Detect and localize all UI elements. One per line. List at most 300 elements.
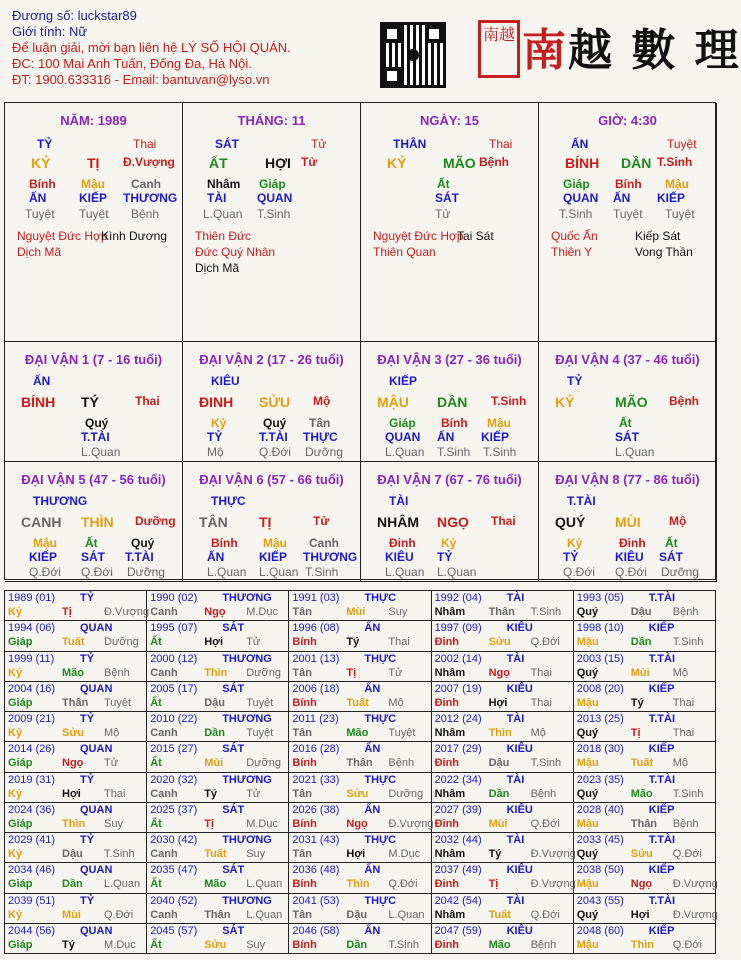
year-cell[interactable] (289, 833, 431, 863)
year-branch: Tị (346, 666, 357, 679)
year-age: 2002 (14) (434, 652, 482, 665)
year-god: SÁT (222, 803, 245, 816)
year-stem: Nhâm (434, 848, 466, 860)
year-god: TỶ (80, 894, 95, 907)
dv-god: KIÊU (211, 374, 240, 388)
year-stem: Kỷ (8, 848, 23, 860)
year-cell[interactable] (573, 651, 715, 681)
year-branch: Mùi (630, 666, 650, 679)
year-age: 2025 (37) (150, 803, 198, 816)
phase-2: Tuyệt (79, 207, 109, 221)
year-cell[interactable] (289, 802, 434, 832)
dv-phase: Mộ (313, 394, 331, 408)
year-god: QUAN (80, 682, 113, 695)
dv-stem: CANH (21, 514, 62, 530)
gender-label: Giới tính: (12, 24, 66, 39)
year-phase: Q.Đới (530, 817, 560, 830)
branch-phase: Tử (301, 155, 318, 169)
dv-hidden-2: Kỷ (441, 536, 457, 550)
dv-hidden-3: Canh (309, 536, 339, 550)
year-age: 2015 (27) (150, 743, 198, 756)
god-3: KIẾP (657, 191, 686, 205)
dv-hidden-2: Bính (441, 416, 468, 430)
dv-god-2: SÁT (615, 430, 639, 444)
year-god: THỰC (364, 592, 397, 604)
year-stem: Đinh (434, 817, 460, 830)
year-phase: Tử (388, 666, 403, 679)
contact-invite: Để luận giải, mời bạn liên hệ LÝ SỐ HỘI QUÁN. (12, 40, 291, 55)
year-god: T.TÀI (648, 894, 676, 907)
year-branch: Thìn (630, 938, 654, 951)
year-cell[interactable] (147, 681, 289, 711)
god-2: SÁT (435, 191, 459, 205)
year-cell[interactable] (573, 893, 718, 923)
year-cell[interactable] (289, 681, 431, 711)
year-cell[interactable] (147, 712, 289, 742)
heavenly-stem: KỶ (387, 155, 407, 171)
dai-van-title: ĐẠI VẬN 4 (37 - 46 tuổi) (555, 352, 700, 367)
year-stem: Mậu (576, 878, 599, 891)
year-god: TỶ (80, 773, 95, 786)
dai-van-4 (539, 342, 717, 462)
dv-god-2: T.TÀI (81, 430, 110, 444)
year-age: 2013 (25) (576, 713, 624, 725)
year-stem: Tân (292, 606, 312, 618)
year-stem: Kỷ (8, 606, 23, 618)
dai-van-title: ĐẠI VẬN 5 (47 - 56 tuổi) (21, 472, 166, 487)
year-cell[interactable] (289, 863, 431, 893)
year-age: 2022 (34) (434, 773, 482, 786)
year-cell[interactable] (147, 893, 289, 923)
dai-van-1 (5, 342, 183, 462)
year-cell[interactable] (573, 863, 718, 893)
god-3: THƯƠNG (123, 191, 178, 205)
year-cell[interactable] (289, 893, 431, 923)
gender-line (12, 24, 291, 40)
year-phase: Tử (104, 757, 119, 770)
year-phase: Đ.Vượng (388, 817, 434, 830)
year-stem: Quý (576, 848, 599, 860)
god-1: TÀI (207, 191, 227, 205)
owner-name: Đương số: luckstar89 (12, 8, 137, 23)
year-cell[interactable] (431, 772, 573, 802)
star-1b: Kình Dương (101, 229, 167, 243)
year-age: 2003 (15) (576, 652, 624, 665)
year-phase: Suy (246, 938, 266, 951)
year-phase: Thai (388, 636, 410, 649)
year-stem: Canh (150, 787, 178, 800)
year-branch: Tị (488, 878, 499, 891)
year-stem: Kỷ (8, 908, 23, 921)
year-stem: Bính (292, 757, 317, 770)
year-age: 2042 (54) (434, 894, 482, 907)
star-2: Thiên Quan (373, 245, 436, 259)
year-stem: Ất (150, 757, 162, 770)
branch-phase: T.Sinh (657, 155, 693, 169)
year-phase: T.Sinh (530, 606, 562, 618)
table-row (5, 621, 716, 651)
dv-god-2: TỶ (437, 550, 453, 564)
year-cell[interactable] (5, 802, 147, 832)
year-cell[interactable] (147, 742, 289, 772)
year-stem: Nhâm (434, 908, 466, 921)
year-god: TỶ (80, 834, 95, 846)
dai-van-7 (361, 462, 539, 582)
year-phase: Q.Đới (530, 908, 560, 921)
year-branch: Hợi (488, 696, 508, 709)
year-god: ẤN (364, 924, 381, 937)
header (0, 0, 741, 100)
phase-3: Tuyệt (665, 207, 695, 221)
year-branch: Mùi (62, 908, 81, 921)
year-god: KIÊU (506, 924, 533, 937)
year-age: 2041 (53) (292, 894, 340, 907)
hidden-stem-3: Mậu (665, 177, 689, 191)
year-branch: Dần (346, 938, 368, 951)
year-branch: Hợi (204, 636, 224, 649)
year-god: THƯƠNG (222, 713, 272, 725)
dai-van-5 (5, 462, 183, 582)
year-phase: Suy (104, 817, 123, 830)
year-phase: Q.Đới (388, 878, 418, 891)
year-branch: Ngọ (488, 666, 510, 679)
year-god: THỰC (364, 773, 397, 786)
year-god: T.TÀI (648, 652, 676, 665)
year-branch: Hợi (346, 848, 366, 860)
year-phase: Tuyệt (104, 696, 132, 709)
star-1: Nguyệt Đức Hợp (17, 229, 108, 243)
year-god: T.TÀI (648, 592, 676, 604)
dv-hidden-1: Bính (211, 536, 238, 550)
dv-branch: MÃO (615, 394, 648, 410)
table-row (5, 802, 716, 832)
year-god: SÁT (222, 682, 245, 695)
year-cell[interactable] (5, 742, 147, 772)
year-cell[interactable] (147, 591, 289, 621)
year-stem: Ất (150, 636, 162, 649)
year-cell[interactable] (289, 712, 431, 742)
year-age: 2007 (19) (434, 682, 482, 695)
year-stem: Kỷ (8, 666, 23, 679)
year-cell[interactable] (431, 712, 573, 742)
year-phase: Thai (104, 787, 126, 800)
dv-god: TÀI (389, 494, 409, 508)
year-god: KIẾP (648, 924, 675, 937)
year-god: T.TÀI (648, 773, 676, 786)
dai-van-title: ĐẠI VẬN 8 (77 - 86 tuổi) (555, 472, 700, 487)
year-stem: Bính (292, 817, 317, 830)
table-row (5, 712, 716, 742)
year-phase: Suy (246, 848, 266, 860)
year-branch: Tuất (488, 908, 511, 921)
hidden-stem-2: Mậu (81, 177, 105, 191)
earthly-branch: TỊ (87, 155, 100, 171)
year-phase: T.Sinh (672, 636, 704, 649)
hidden-stem-1: Giáp (563, 177, 590, 191)
year-cell[interactable] (5, 591, 150, 621)
year-phase: Tử (246, 636, 261, 649)
year-god: THỰC (364, 652, 397, 665)
year-cell[interactable] (573, 712, 715, 742)
year-branch: Thân (346, 757, 373, 770)
address: ĐC: 100 Mai Anh Tuấn, Đống Đa, Hà Nội. (12, 56, 252, 71)
year-cell[interactable] (431, 651, 573, 681)
dv-branch: MÙI (615, 514, 641, 530)
year-phase: Tử (246, 787, 261, 800)
pillar-1 (183, 103, 361, 342)
phase-1: T.Sinh (559, 207, 593, 221)
year-branch: Tuất (346, 696, 369, 709)
year-cell[interactable] (573, 923, 715, 953)
year-stem: Tân (292, 848, 312, 860)
stem-phase: Thai (133, 137, 157, 151)
year-phase: Đ.Vượng (104, 606, 150, 618)
qr-code-icon[interactable] (380, 22, 446, 88)
dv-phase-3: Dưỡng (127, 565, 165, 579)
year-phase: Đ.Vượng (672, 908, 718, 921)
year-stem: Quý (576, 666, 599, 679)
year-god: KIẾP (648, 743, 675, 756)
heavenly-stem: KỶ (31, 155, 51, 171)
dv-god-3: SÁT (659, 550, 683, 564)
stem-phase: Thai (489, 137, 513, 151)
year-cell[interactable] (147, 621, 289, 651)
dv-phase-3: T.Sinh (483, 445, 517, 459)
dv-god: TỶ (567, 374, 583, 388)
phase-1: Tuyệt (25, 207, 55, 221)
dv-phase-2: T.Sinh (437, 445, 471, 459)
year-cell[interactable] (431, 833, 576, 863)
year-cell[interactable] (573, 681, 715, 711)
year-stem: Mậu (576, 696, 599, 709)
year-cell[interactable] (431, 681, 573, 711)
dv-god: ẤN (33, 374, 51, 388)
year-stem: Quý (576, 606, 599, 618)
year-branch: Tị (204, 817, 214, 830)
year-phase: Bệnh (672, 817, 699, 830)
year-branch: Ngọ (630, 878, 653, 891)
year-cell[interactable] (5, 681, 147, 711)
year-age: 2044 (56) (8, 924, 56, 937)
year-phase: Đ.Vượng (672, 878, 718, 891)
year-age: 2008 (20) (576, 682, 624, 695)
year-phase: Dưỡng (388, 787, 424, 800)
dv-stem: QUÝ (555, 514, 586, 530)
year-stem: Ất (150, 817, 162, 830)
year-cell[interactable] (289, 772, 431, 802)
year-age: 2019 (31) (8, 773, 56, 786)
table-row (5, 772, 716, 802)
year-cell[interactable] (147, 651, 289, 681)
table-row (5, 591, 716, 621)
stem-god: TỶ (37, 137, 53, 151)
year-god: T.TÀI (648, 713, 676, 725)
dv-god: THƯƠNG (33, 494, 88, 508)
year-god: KIÊU (506, 682, 533, 695)
year-cell[interactable] (5, 772, 147, 802)
year-cell[interactable] (289, 742, 431, 772)
year-god: TÀI (506, 592, 525, 604)
year-god: KIÊU (506, 622, 533, 635)
year-stem: Tân (292, 727, 312, 739)
year-age: 2030 (42) (150, 834, 198, 846)
dai-van-3 (361, 342, 539, 462)
year-age: 2033 (45) (576, 834, 624, 846)
dv-god-2: ẤN (437, 430, 455, 444)
year-cell[interactable] (289, 651, 431, 681)
dv-branch: TỊ (259, 514, 272, 530)
dv-phase-1: Mộ (207, 445, 224, 459)
year-cell[interactable] (573, 591, 715, 621)
dv-hidden-1: Kỷ (567, 536, 583, 550)
year-phase: Bệnh (530, 938, 557, 951)
year-god: SÁT (222, 622, 245, 635)
branch-phase: Đ.Vượng (123, 155, 175, 169)
year-branch: Ngọ (62, 757, 84, 770)
year-age: 2005 (17) (150, 682, 198, 695)
dv-god: KIẾP (389, 374, 418, 388)
star-2: Thiên Y (551, 245, 593, 259)
year-phase: Mộ (388, 696, 404, 709)
year-branch: Tuất (62, 636, 85, 649)
year-cell[interactable] (289, 621, 431, 651)
year-phase: Q.Đới (672, 848, 702, 860)
year-branch: Mão (204, 878, 227, 891)
year-cell[interactable] (5, 833, 147, 863)
year-cell[interactable] (147, 863, 289, 893)
year-cell[interactable] (5, 863, 147, 893)
year-cell[interactable] (431, 621, 573, 651)
year-cell[interactable] (147, 833, 289, 863)
dv-stem: NHÂM (377, 514, 419, 530)
dai-van-title: ĐẠI VẬN 1 (7 - 16 tuổi) (24, 352, 163, 367)
year-age: 2027 (39) (434, 803, 482, 816)
year-cell[interactable] (573, 833, 715, 863)
year-cell[interactable] (147, 802, 289, 832)
year-cell[interactable] (5, 621, 147, 651)
year-phase: M.Dục (246, 606, 278, 618)
year-age: 2009 (21) (8, 713, 56, 725)
dv-phase-2: L.Quan (81, 445, 121, 459)
year-branch: Thân (630, 817, 658, 830)
year-god: KIẾP (648, 803, 675, 816)
year-cell[interactable] (5, 923, 147, 953)
year-branch: Dần (488, 787, 510, 800)
year-cell[interactable] (147, 772, 289, 802)
year-cell[interactable] (431, 591, 573, 621)
table-row (5, 893, 716, 923)
year-stem: Ất (150, 878, 162, 891)
hidden-stem-1: Bính (29, 177, 56, 191)
year-cell[interactable] (431, 802, 573, 832)
dv-phase-1: Q.Đới (29, 565, 61, 579)
year-phase: M.Dục (388, 848, 421, 860)
year-cell[interactable] (5, 712, 147, 742)
year-stem: Ất (150, 938, 162, 951)
brand-logo: 南越 數 理 (522, 25, 741, 76)
star-3: Dịch Mã (195, 261, 240, 275)
year-stem: Tân (292, 787, 312, 800)
dai-van-title: ĐẠI VẬN 6 (57 - 66 tuổi) (199, 472, 344, 487)
dv-phase-2: L.Quan (437, 565, 477, 579)
year-stem: Giáp (8, 938, 33, 951)
year-cell[interactable] (431, 742, 573, 772)
year-branch: Tý (346, 636, 360, 649)
year-god: ẤN (364, 803, 381, 816)
year-phase: T.Sinh (530, 757, 562, 770)
year-phase: Q.Đới (530, 636, 560, 649)
table-row (5, 863, 716, 893)
year-cell[interactable] (5, 651, 147, 681)
dai-van-6 (183, 462, 361, 582)
year-cell[interactable] (289, 923, 431, 953)
year-branch: Ngọ (204, 606, 226, 618)
year-branch: Mão (346, 727, 369, 739)
dv-phase: T.Sinh (491, 394, 527, 408)
year-branch: Hợi (62, 787, 81, 800)
year-cell[interactable] (573, 742, 715, 772)
year-god: THỰC (364, 894, 397, 907)
year-cell[interactable] (147, 923, 289, 953)
year-cell[interactable] (431, 923, 573, 953)
year-cell[interactable] (573, 621, 715, 651)
dv-phase-3: T.Sinh (305, 565, 339, 579)
year-phase: M.Dục (104, 938, 136, 951)
year-god: TỶ (80, 592, 95, 604)
year-age: 1998 (10) (576, 622, 624, 635)
dv-branch: DẦN (437, 394, 468, 410)
star-1b: Tai Sát (457, 229, 494, 243)
year-stem: Nhâm (434, 727, 466, 739)
table-row (5, 681, 716, 711)
year-branch: Thìn (346, 878, 370, 891)
year-phase: T.Sinh (104, 848, 135, 860)
year-branch: Dậu (630, 606, 652, 618)
year-cell[interactable] (573, 802, 715, 832)
year-stem: Giáp (8, 878, 33, 891)
year-stem: Canh (150, 666, 178, 679)
dv-hidden-1: Mậu (33, 536, 57, 550)
year-age: 2038 (50) (576, 864, 624, 877)
year-age: 2043 (55) (576, 894, 624, 907)
year-cell[interactable] (5, 893, 147, 923)
year-age: 1991 (03) (292, 592, 340, 604)
year-cell[interactable] (431, 893, 573, 923)
dv-phase: Mộ (669, 514, 687, 528)
year-god: KIẾP (648, 622, 675, 635)
dv-god-2: KIẾP (259, 550, 288, 564)
year-phase: Mộ (104, 727, 120, 739)
table-row (5, 833, 716, 863)
star-1: Quốc Ấn (551, 229, 598, 243)
dv-hidden-1: Đinh (389, 536, 416, 550)
year-cell[interactable] (573, 772, 715, 802)
dv-hidden-2: Ất (619, 416, 632, 430)
dv-stem: BÍNH (21, 394, 56, 410)
dv-phase: Tử (313, 514, 330, 528)
year-age: 2020 (32) (150, 773, 198, 786)
phase-2: Tuyệt (613, 207, 643, 221)
year-cell[interactable] (431, 863, 576, 893)
year-cell[interactable] (289, 591, 431, 621)
dv-god-3: THỰC (303, 430, 338, 444)
dv-god: T.TÀI (567, 494, 596, 508)
year-branch: Sửu (62, 727, 85, 739)
year-god: SÁT (222, 864, 245, 877)
year-stem: Đinh (434, 878, 460, 891)
stem-phase: Tuyệt (667, 137, 697, 151)
year-age: 2031 (43) (292, 834, 340, 846)
